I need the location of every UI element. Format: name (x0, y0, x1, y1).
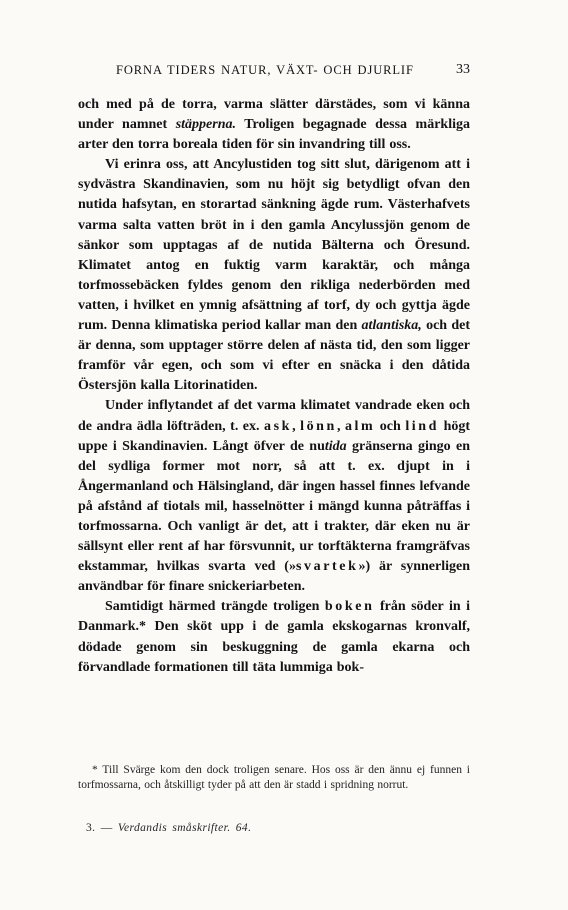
text-run: från söder in i Danmark.* Den sköt upp i de gamla ekskogarnas kronvalf, dödade genom sin beskuggning de gamla ekarna och förvandlade formationen till täta lummiga bok- (78, 599, 470, 675)
italic-text: tida (324, 438, 347, 454)
page-header (78, 63, 470, 83)
spaced-text: ask (264, 418, 293, 434)
spaced-text: lönn (300, 418, 337, 434)
signature-title: Verdandis småskrifter. (117, 822, 231, 834)
text-run: Under inflytandet af det varma klimatet vandrade eken och de andra ädla löfträden, t. ex. (78, 398, 470, 434)
signature-issue: 64. (235, 822, 252, 834)
italic-text: atlantiska, (361, 318, 422, 334)
text-run: gränserna gingo en del sydliga former mot norr, så att t. ex. djupt in i Ångermanland och Hälsingland, där ingen hassel finnes lefvande på afstånd af tiotals mil, hasselnötter i mängd kunna påträffas i torfmossarna. Och vanligt är det, att i trakter, där eken nu är sällsynt eller rent af har försvunnit, ur torftäkterna framgräfvas ekstammar, hvilkas svarta ved (» (78, 438, 470, 575)
footnote (78, 763, 470, 794)
paragraph (78, 597, 470, 677)
printer-signature (86, 822, 251, 834)
spaced-text: alm (344, 418, 376, 434)
text-run: och det är denna, som upptager större delen af nästa tid, den som ligger framför vår egen, och som vi efter en snäcka i den dåtida Östersjön kalla Litorinatiden. (78, 318, 470, 394)
spaced-text: boken (324, 599, 375, 615)
spaced-text: lind (405, 418, 440, 434)
running-head: FORNA TIDERS NATUR, VÄXT- OCH DJURLIF (116, 63, 414, 77)
text-run: ») är synnerligen användbar för finare snickeriarbeten. (78, 559, 470, 595)
text-run: Samtidigt härmed trängde troligen (105, 599, 325, 615)
text-run: Vi erinra oss, att Ancylustiden tog sitt slut, därigenom att i sydvästra Skandinavien, som nu höjt sig betydligt ofvan den nutida hafsytan, en storartad sänkning ägde rum. Västerhafvets varma salta vatten bröt in i den gamla Ancylussjön genom de sänkor som upptagas af de nutida Bälterna och Öresund. Klimatet antog en fuktig varm karaktär, och många torfmossebäcken fyldes genom den rikliga nederbörden med vatten, i hvilket en ymnig afsättning af torf, dy och gyttja ägde rum. Denna klimatiska period kallar man den (78, 157, 470, 334)
text-run: , (292, 418, 301, 434)
text-run: Troligen begagnade dessa märkliga arter den torra boreala tiden för sin invandring till oss. (78, 117, 470, 153)
text-run: högt uppe i Skandinavien. Långt öfver de nu (78, 418, 471, 454)
italic-text: stäpperna. (175, 117, 236, 133)
text-run: , (336, 418, 345, 434)
footnote-text: * Till Svärge kom den dock troligen senare. Hos oss är den ännu ej funnen i torfmossarna, och åtskilligt tyder på att den är stadd i spridning norrut. (78, 764, 470, 792)
text-run: och med på de torra, varma slätter därstädes, som vi känna under namnet (78, 97, 470, 133)
text-run: och (375, 418, 406, 434)
page-number: 33 (456, 62, 470, 77)
paragraph (78, 155, 470, 396)
paragraph (78, 396, 470, 597)
body-text (78, 95, 470, 678)
spaced-text: svartek (295, 559, 359, 575)
paragraph (78, 95, 470, 155)
signature-number: 3. — (86, 822, 113, 834)
